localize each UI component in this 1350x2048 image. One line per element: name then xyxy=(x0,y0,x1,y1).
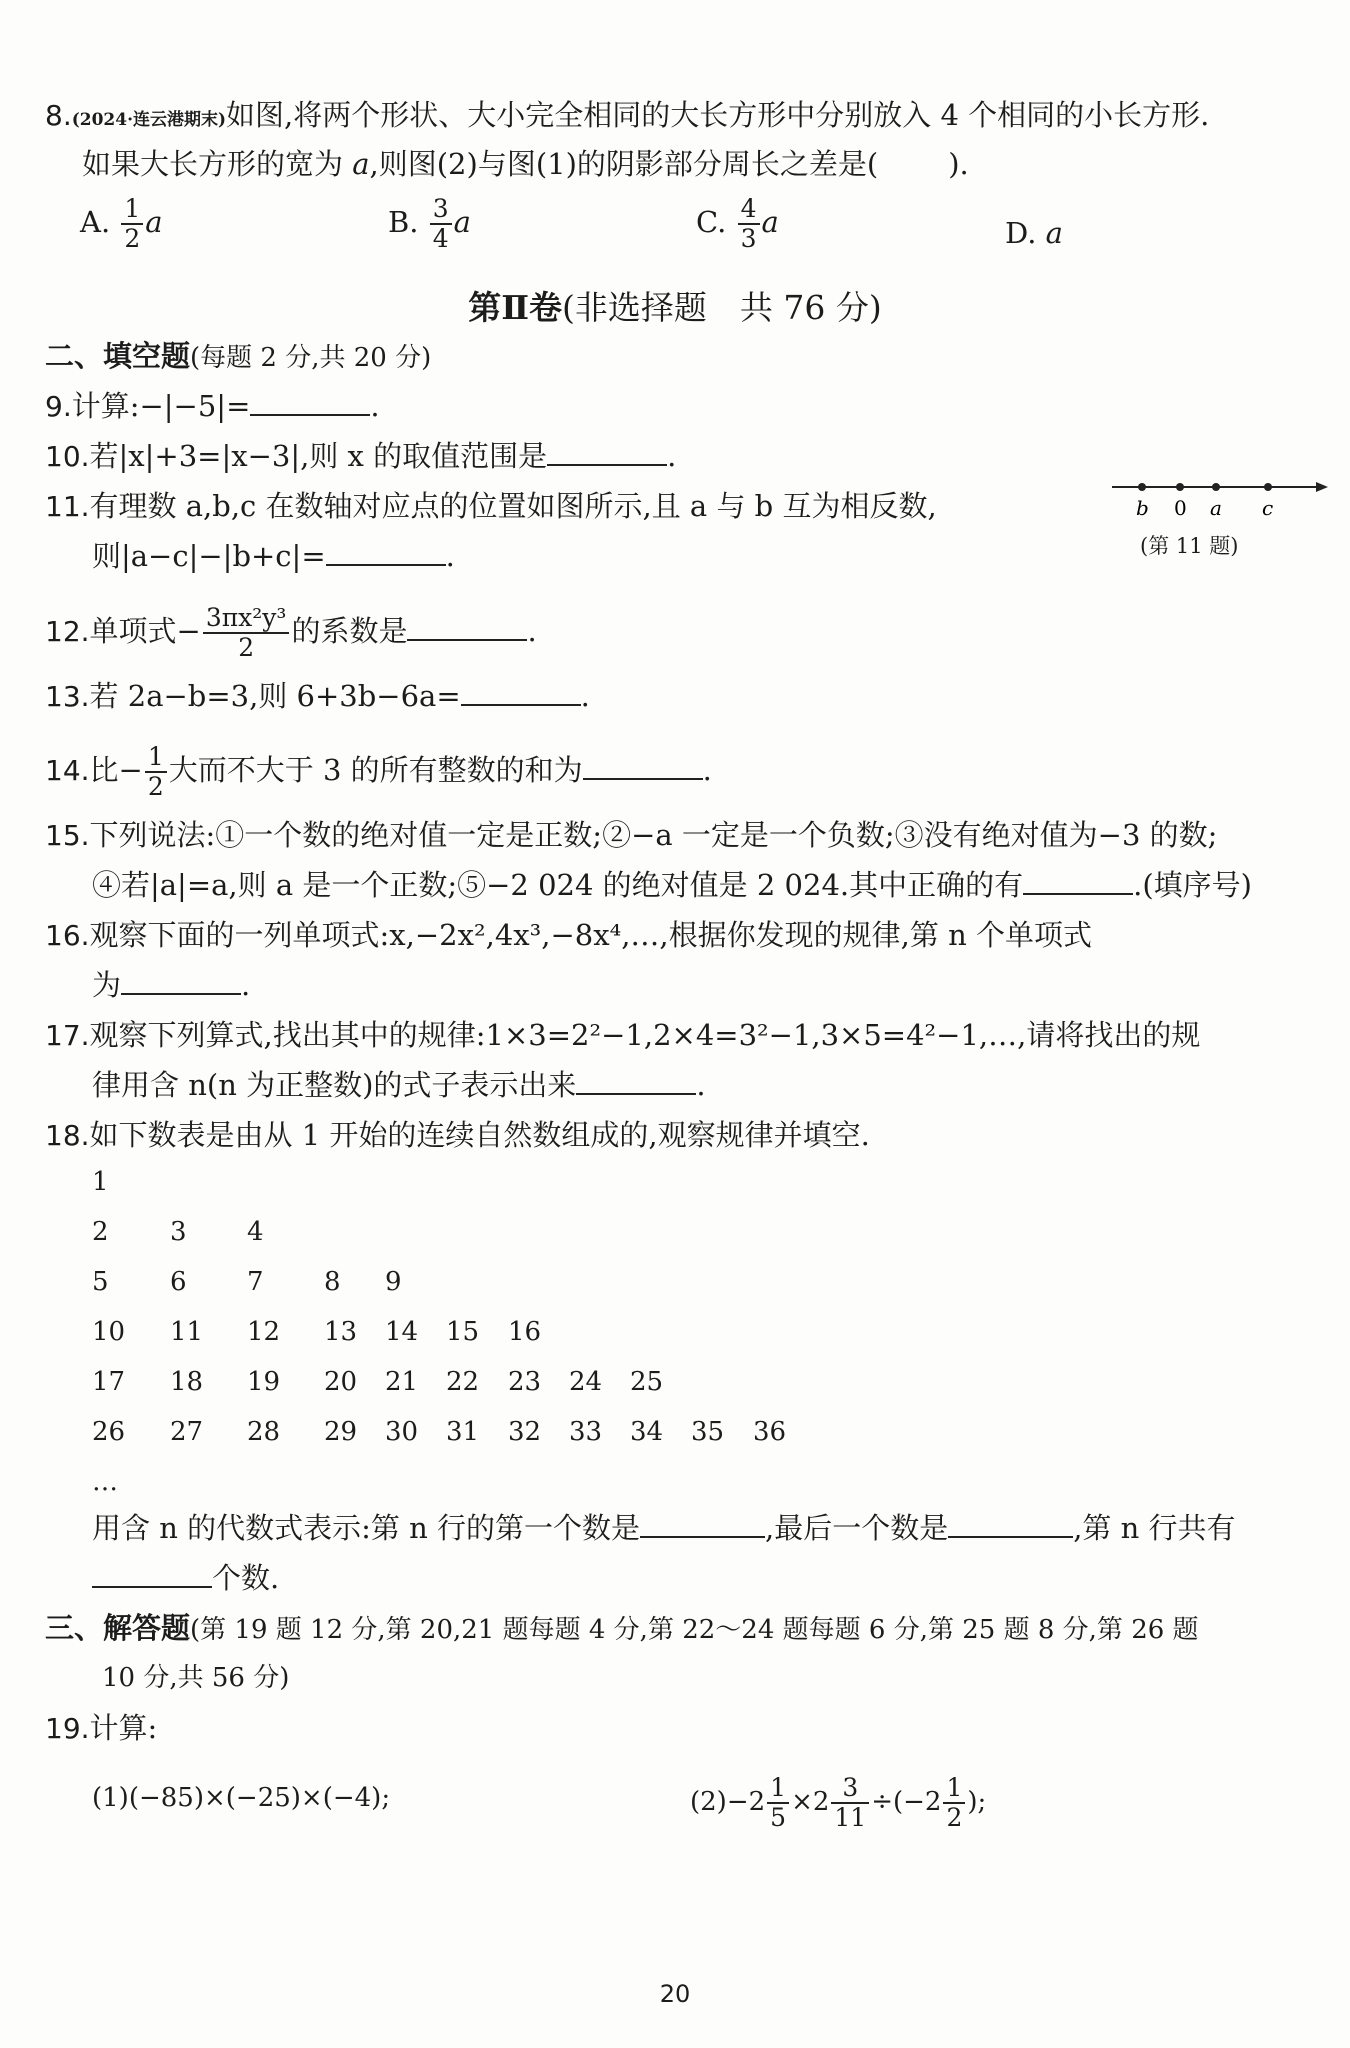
section2-title: 二、填空题 xyxy=(45,339,191,373)
table-cell: 33 xyxy=(569,1417,603,1447)
table-cell: 30 xyxy=(385,1417,419,1447)
table-cell: 10 xyxy=(92,1317,126,1347)
table-cell: 36 xyxy=(753,1417,787,1447)
q15-number: 15. xyxy=(45,819,90,852)
q8-source: (2024·连云港期末) xyxy=(71,110,227,130)
q8-line1 xyxy=(45,95,1209,140)
q13 xyxy=(45,676,590,717)
frac-den: 5 xyxy=(770,1803,787,1832)
frac-den: 4 xyxy=(432,224,449,253)
q13-text: 若 2a−b=3,则 6+3b−6a= xyxy=(89,679,461,713)
q18-fill-text-3: ,第 n 行共有 xyxy=(1073,1511,1236,1545)
q13-end: . xyxy=(580,679,590,713)
q19-p2-mid: ×2 xyxy=(791,1787,830,1817)
q8-number: 8. xyxy=(45,99,72,132)
section3-title: 三、解答题 xyxy=(45,1611,191,1645)
table-cell: 29 xyxy=(324,1417,358,1447)
option-b-label: B. xyxy=(388,205,419,239)
option-a-label: A. xyxy=(80,205,111,239)
option-c-label: C. xyxy=(696,205,727,239)
table-cell: 6 xyxy=(170,1267,187,1297)
q15-end: .(填序号) xyxy=(1133,868,1252,902)
q19-part2 xyxy=(690,1774,986,1832)
section2-heading xyxy=(45,336,431,378)
q19-number: 19. xyxy=(45,1712,90,1745)
q12-number: 12. xyxy=(45,615,90,648)
frac-den: 3 xyxy=(740,224,757,253)
q10-answer-blank[interactable] xyxy=(547,436,667,466)
table-cell: 35 xyxy=(691,1417,725,1447)
section3-note-line2: 10 分,共 56 分) xyxy=(102,1663,290,1693)
q15-line2 xyxy=(92,865,1252,905)
frac-den: 11 xyxy=(834,1803,867,1832)
q16-answer-blank[interactable] xyxy=(121,965,241,995)
point-0 xyxy=(1176,483,1184,491)
q10 xyxy=(45,436,676,477)
table-cell: 14 xyxy=(385,1317,419,1347)
q15-text-1: 下列说法:①一个数的绝对值一定是正数;②−a 一定是一个负数;③没有绝对值为−3 的数; xyxy=(89,818,1218,852)
option-b-var: a xyxy=(453,205,471,239)
q18-blank-count[interactable] xyxy=(92,1558,212,1588)
q19-text: 计算: xyxy=(89,1711,158,1745)
q19-fraction-1 xyxy=(767,1774,789,1832)
q9 xyxy=(45,386,380,427)
q13-answer-blank[interactable] xyxy=(461,676,581,706)
q8-option-a[interactable] xyxy=(80,195,163,253)
table-cell: 13 xyxy=(324,1317,358,1347)
q10-end: . xyxy=(667,439,677,473)
page-number: 20 xyxy=(659,1980,691,2008)
q11-number: 11. xyxy=(45,490,90,523)
q12 xyxy=(45,604,537,662)
q14-number: 14. xyxy=(45,754,90,787)
frac-num: 3 xyxy=(430,195,452,225)
frac-den: 2 xyxy=(147,772,164,801)
q11-answer-blank[interactable] xyxy=(326,536,446,566)
table-cell: 24 xyxy=(569,1367,603,1397)
q11-figure-caption: (第 11 题) xyxy=(1140,534,1239,558)
q9-text: 计算:−|−5|= xyxy=(71,389,251,423)
table-cell: 15 xyxy=(446,1317,480,1347)
q10-number: 10. xyxy=(45,440,90,473)
table-cell: 32 xyxy=(508,1417,542,1447)
frac-num: 3 xyxy=(831,1774,869,1804)
q9-end: . xyxy=(370,389,380,423)
q8-line2 xyxy=(82,144,969,184)
q19-fraction-3 xyxy=(943,1774,965,1832)
q12-post: 的系数是 xyxy=(291,614,408,648)
q19-fraction-2 xyxy=(831,1774,869,1832)
q13-number: 13. xyxy=(45,680,90,713)
q16-line2 xyxy=(92,965,250,1005)
table-cell: 1 xyxy=(92,1167,109,1197)
table-cell: 21 xyxy=(385,1367,419,1397)
q17-number: 17. xyxy=(45,1019,90,1052)
table-cell: 34 xyxy=(630,1417,664,1447)
section3-note-1: (第 19 题 12 分,第 20,21 题每题 4 分,第 22～24 题每题 6 分,第 25 题 8 分,第 26 题 xyxy=(190,1615,1199,1645)
q12-fraction xyxy=(203,604,290,662)
table-cell: 4 xyxy=(247,1217,264,1247)
q14-fraction xyxy=(145,743,167,801)
q11-line1 xyxy=(45,486,937,527)
q19-p2-pre: (2)−2 xyxy=(690,1787,766,1817)
q12-answer-blank[interactable] xyxy=(407,611,527,641)
option-d-var: a xyxy=(1045,216,1063,250)
q18-text: 如下数表是由从 1 开始的连续自然数组成的,观察规律并填空. xyxy=(89,1118,870,1152)
q14-answer-blank[interactable] xyxy=(583,750,703,780)
section3-heading xyxy=(45,1608,1199,1650)
table-cell: 11 xyxy=(170,1317,204,1347)
q11-end: . xyxy=(445,539,455,573)
label-0: 0 xyxy=(1174,496,1187,520)
option-b-fraction xyxy=(430,195,452,253)
option-a-var: a xyxy=(145,205,163,239)
q11-text-1: 有理数 a,b,c 在数轴对应点的位置如图所示,且 a 与 b 互为相反数, xyxy=(89,489,937,523)
table-cell: 9 xyxy=(385,1267,402,1297)
table-cell: 7 xyxy=(247,1267,264,1297)
q17-line1 xyxy=(45,1015,1200,1056)
table-cell: 12 xyxy=(247,1317,281,1347)
label-b: b xyxy=(1136,496,1149,520)
table-cell: 27 xyxy=(170,1417,204,1447)
table-cell: 22 xyxy=(446,1367,480,1397)
q18-fill-text-1: 用含 n 的代数式表示:第 n 行的第一个数是 xyxy=(92,1511,640,1545)
q16-text-2: 为 xyxy=(92,968,122,1002)
q11-line2 xyxy=(92,536,455,576)
table-cell: 3 xyxy=(170,1217,187,1247)
table-cell: 28 xyxy=(247,1417,281,1447)
frac-den: 2 xyxy=(946,1803,963,1832)
q19-part1: (1)(−85)×(−25)×(−4); xyxy=(92,1783,391,1813)
q17-text-1: 观察下列算式,找出其中的规律:1×3=2²−1,2×4=3²−1,3×5=4²−1,…,请将找出的规 xyxy=(89,1018,1201,1052)
q14-pre: 比− xyxy=(89,753,143,787)
q18-fill-line1 xyxy=(92,1508,1236,1548)
q8-text-1: 如图,将两个形状、大小完全相同的大长方形中分别放入 4 个相同的小长方形. xyxy=(226,98,1210,132)
q18-blank-first[interactable] xyxy=(640,1508,765,1538)
q9-number: 9. xyxy=(45,390,72,423)
table-cell: 18 xyxy=(170,1367,204,1397)
table-cell: 23 xyxy=(508,1367,542,1397)
q18-fill-text-4: 个数. xyxy=(212,1561,280,1595)
q11-text-2: 则|a−c|−|b+c|= xyxy=(92,539,326,573)
table-cell: 26 xyxy=(92,1417,126,1447)
frac-num: 4 xyxy=(738,195,760,225)
q10-text: 若|x|+3=|x−3|,则 x 的取值范围是 xyxy=(89,439,548,473)
table-cell: 5 xyxy=(92,1267,109,1297)
q8-option-c[interactable] xyxy=(696,195,779,253)
q15-line1 xyxy=(45,815,1217,856)
option-d-label: D. xyxy=(1005,216,1037,250)
part2-title xyxy=(0,282,1350,329)
q17-answer-blank[interactable] xyxy=(576,1065,696,1095)
point-b xyxy=(1138,483,1146,491)
option-c-fraction xyxy=(738,195,760,253)
q18-number-table xyxy=(92,1162,812,1497)
q18-fill-text-2: ,最后一个数是 xyxy=(765,1511,949,1545)
q18-number: 18. xyxy=(45,1119,90,1152)
frac-num: 3πx²y³ xyxy=(203,604,290,634)
table-cell: 2 xyxy=(92,1217,109,1247)
q8-text-2a: 如果大长方形的宽为 xyxy=(82,147,353,181)
q16-end: . xyxy=(241,968,251,1002)
frac-den: 2 xyxy=(124,224,141,253)
q19 xyxy=(45,1708,157,1749)
q15-answer-blank[interactable] xyxy=(1023,865,1133,895)
q14-end: . xyxy=(702,753,712,787)
q16-text-1: 观察下面的一列单项式:x,−2x²,4x³,−8x⁴,…,根据你发现的规律,第 n 个单项式 xyxy=(89,918,1092,952)
frac-den: 2 xyxy=(238,633,255,662)
part2-title-main: 第Ⅱ卷 xyxy=(468,288,563,327)
table-cell: 8 xyxy=(324,1267,341,1297)
q16-line1 xyxy=(45,915,1092,956)
table-cell: 17 xyxy=(92,1367,126,1397)
point-c xyxy=(1264,483,1272,491)
section2-note: (每题 2 分,共 20 分) xyxy=(190,343,432,373)
frac-num: 1 xyxy=(943,1774,965,1804)
q19-p2-end: ); xyxy=(967,1787,987,1817)
q18-blank-last[interactable] xyxy=(948,1508,1073,1538)
q15-text-2: ④若|a|=a,则 a 是一个正数;⑤−2 024 的绝对值是 2 024.其中正确的有 xyxy=(92,868,1024,902)
option-c-var: a xyxy=(761,205,779,239)
q8-option-d[interactable] xyxy=(1005,213,1063,253)
option-a-fraction xyxy=(121,195,143,253)
q18-line1 xyxy=(45,1115,870,1156)
table-cell: 20 xyxy=(324,1367,358,1397)
q14-post: 大而不大于 3 的所有整数的和为 xyxy=(168,753,583,787)
point-a xyxy=(1212,483,1220,491)
q14 xyxy=(45,743,712,801)
q9-answer-blank[interactable] xyxy=(250,386,370,416)
table-cell: 19 xyxy=(247,1367,281,1397)
q12-pre: 单项式− xyxy=(89,614,201,648)
q8-text-2c: ). xyxy=(948,147,969,181)
table-cell: 25 xyxy=(630,1367,664,1397)
frac-num: 1 xyxy=(145,743,167,773)
table-ellipsis: … xyxy=(92,1467,118,1497)
q8-option-b[interactable] xyxy=(388,195,471,253)
label-a: a xyxy=(1210,496,1222,520)
label-c: c xyxy=(1262,496,1274,520)
q16-number: 16. xyxy=(45,919,90,952)
table-cell: 31 xyxy=(446,1417,480,1447)
q18-fill-line2 xyxy=(92,1558,279,1598)
table-cell: 16 xyxy=(508,1317,542,1347)
frac-num: 1 xyxy=(767,1774,789,1804)
frac-num: 1 xyxy=(121,195,143,225)
q17-line2 xyxy=(92,1065,706,1105)
part2-title-sub: (非选择题 共 76 分) xyxy=(562,288,882,327)
q17-text-2: 律用含 n(n 为正整数)的式子表示出来 xyxy=(92,1068,577,1102)
q8-var-a: a xyxy=(352,147,370,181)
number-line-arrow xyxy=(1316,482,1328,492)
q17-end: . xyxy=(696,1068,706,1102)
q19-p2-mid2: ÷(−2 xyxy=(871,1787,942,1817)
q8-text-2b: ,则图(2)与图(1)的阴影部分周长之差是( xyxy=(369,147,879,181)
q12-end: . xyxy=(527,614,537,648)
